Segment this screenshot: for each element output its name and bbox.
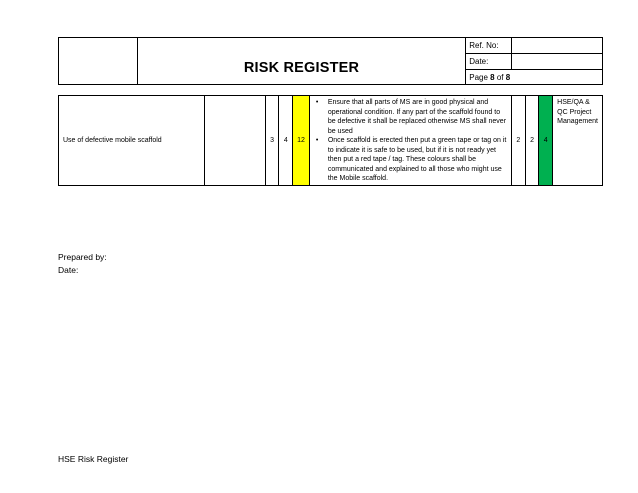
hazard-description: Use of defective mobile scaffold (59, 96, 205, 186)
initial-risk-rating: 12 (293, 96, 310, 186)
initial-severity: 3 (265, 96, 279, 186)
risk-table (58, 95, 603, 186)
ref-no-label: Ref. No: (466, 38, 512, 54)
control-measures (309, 96, 511, 186)
bullet-icon: • (315, 137, 319, 144)
table-row (59, 96, 603, 186)
residual-risk-rating: 4 (539, 96, 553, 186)
control-measure-item: • Once scaffold is erected then put a green tape or tag on it to indicate it is safe to be used, but if it is not ready yet then put a red tape / tag. These colours shall be communicated and explained to all those who might use the Mobile scaffold. (315, 137, 507, 182)
page-current: 8 (490, 72, 495, 82)
page-number: Page 8 of 8 (466, 70, 603, 85)
control-measure-item: • Ensure that all parts of MS are in good physical and operational condition. If any part of the scaffold found to be defective it shall be replaced otherwise MS shall never be used (315, 99, 507, 135)
page-footer: HSE Risk Register (58, 454, 129, 464)
date-value (512, 54, 603, 70)
residual-severity: 2 (512, 96, 526, 186)
empty-cell (204, 96, 265, 186)
date-label-footer: Date: (58, 264, 79, 275)
signoff-block (58, 251, 107, 276)
initial-likelihood: 4 (279, 96, 293, 186)
prepared-by-label: Prepared by: (58, 252, 107, 262)
responsibility: HSE/QA & QC Project Management (553, 96, 603, 186)
document-header (58, 37, 603, 85)
date-label: Date: (466, 54, 512, 70)
page-total: 8 (505, 72, 511, 82)
ref-no-value (512, 38, 603, 54)
document-title: RISK REGISTER (137, 38, 465, 85)
logo-placeholder (59, 38, 138, 85)
residual-likelihood: 2 (525, 96, 539, 186)
bullet-icon: • (315, 99, 319, 106)
